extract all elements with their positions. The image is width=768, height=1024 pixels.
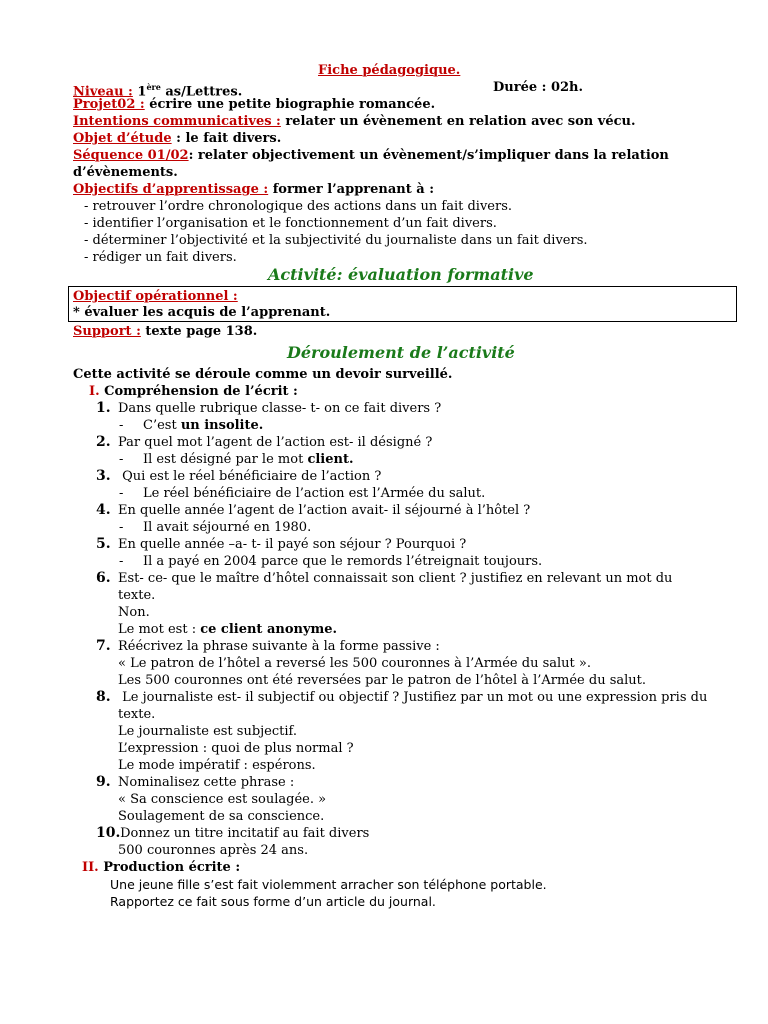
intentions-label: Intentions communicatives : — [73, 114, 281, 129]
section-1-num: I. — [89, 384, 100, 399]
question-text: Dans quelle rubrique classe- t- on ce fait divers ? — [118, 401, 442, 416]
objectifs-line — [73, 181, 434, 198]
section-1-title: Compréhension de l’écrit : — [99, 384, 298, 399]
answer-dash: - — [119, 554, 124, 569]
question-text: En quelle année l’agent de l’action avait- il séjourné à l’hôtel ? — [118, 503, 531, 518]
question-text: Réécrivez la phrase suivante à la forme passive : — [118, 639, 440, 654]
question-text: Nominalisez cette phrase : — [118, 775, 295, 790]
section-1-heading — [89, 383, 298, 400]
answer-2 — [119, 451, 353, 468]
question-number: 7. — [96, 638, 111, 654]
answer-dash: - — [119, 520, 124, 535]
question-5 — [96, 536, 466, 553]
answer-8: Le journaliste est subjectif. — [118, 724, 298, 739]
answer-text: C’est — [143, 418, 181, 433]
niveau-value: as/Lettres. — [160, 84, 243, 100]
sequence-value-cont: d’évènements. — [73, 165, 178, 180]
answer-8-line2: L’expression : quoi de plus normal ? — [118, 741, 354, 756]
question-6-cont: texte. — [118, 588, 156, 603]
question-4 — [96, 502, 530, 519]
question-8 — [96, 689, 707, 706]
niveau-sup: ère — [146, 82, 161, 92]
intentions-value: relater un évènement en relation avec son vécu. — [280, 114, 636, 129]
answer-text: Il est désigné par le mot — [143, 452, 308, 467]
objective-item: - déterminer l’objectivité et la subjectivité du journaliste dans un fait divers. — [84, 233, 588, 248]
answer-bold: client. — [307, 452, 354, 467]
support-label: Support : — [73, 324, 141, 339]
answer-text: Il a payé en 2004 parce que le remords l’étreignait toujours. — [143, 554, 543, 569]
production-line-1: Une jeune fille s’est fait violemment arracher son téléphone portable. — [110, 877, 547, 892]
answer-text: Le réel bénéficiaire de l’action est l’Armée du salut. — [143, 486, 486, 501]
question-number: 3. — [96, 468, 111, 484]
answer-6: Non. — [118, 605, 150, 620]
duree: Durée : 02h. — [493, 80, 584, 95]
objectif-op-value: * évaluer les acquis de l’apprenant. — [73, 305, 331, 320]
question-6 — [96, 570, 672, 587]
section-2-num: II. — [82, 860, 99, 875]
answer-4 — [119, 519, 311, 536]
projet-value: écrire une petite biographie romancée. — [144, 97, 436, 112]
objective-item: - identifier l’organisation et le fonctionnement d’un fait divers. — [84, 216, 497, 231]
answer-1 — [119, 417, 263, 434]
question-text: Donnez un titre incitatif au fait divers — [116, 826, 370, 841]
question-number: 10. — [96, 825, 121, 841]
answer-6-line2 — [118, 621, 337, 638]
answer-7: « Le patron de l’hôtel a reversé les 500 couronnes à l’Armée du salut ». — [118, 656, 591, 671]
question-number: 6. — [96, 570, 111, 586]
answer-dash: - — [119, 486, 124, 501]
objective-item: - rédiger un fait divers. — [84, 250, 237, 265]
question-text: En quelle année –a- t- il payé son séjour ? Pourquoi ? — [118, 537, 467, 552]
answer-text: Il avait séjourné en 1980. — [143, 520, 312, 535]
question-10 — [96, 825, 369, 842]
objective-item: - retrouver l’ordre chronologique des actions dans un fait divers. — [84, 199, 512, 214]
document-title: Fiche pédagogique. — [318, 63, 461, 78]
answer-3 — [119, 485, 485, 502]
answer-9: « Sa conscience est soulagée. » — [118, 792, 327, 807]
section-2-heading — [82, 859, 240, 876]
objet-value: : le fait divers. — [171, 131, 282, 146]
answer-7-line2: Les 500 couronnes ont été reversées par le patron de l’hôtel à l’Armée du salut. — [118, 673, 647, 688]
answer-9-line2: Soulagement de sa conscience. — [118, 809, 325, 824]
question-3 — [96, 468, 381, 485]
answer-dash: - — [119, 452, 124, 467]
question-text: Est- ce- que le maître d’hôtel connaissait son client ? justifiez en relevant un mot du — [118, 571, 673, 586]
support-line — [73, 323, 257, 340]
question-number: 4. — [96, 502, 111, 518]
niveau-num: 1 — [137, 84, 147, 100]
sequence-line — [73, 147, 669, 164]
question-9 — [96, 774, 294, 791]
question-number: 1. — [96, 400, 111, 416]
question-text: Qui est le réel bénéficiaire de l’action ? — [118, 469, 382, 484]
answer-8-line3: Le mode impératif : espérons. — [118, 758, 316, 773]
answer-5 — [119, 553, 542, 570]
sequence-value: : relater objectivement un évènement/s’impliquer dans la relation — [188, 148, 669, 163]
projet-label: Projet02 : — [73, 97, 145, 112]
answer-text: Le mot est : — [118, 622, 201, 637]
section-2-title: Production écrite : — [98, 860, 241, 875]
question-1 — [96, 400, 441, 417]
support-value: texte page 138. — [140, 324, 258, 339]
activite-title: Activité: évaluation formative — [268, 265, 534, 284]
objet-line — [73, 130, 281, 147]
objectifs-label: Objectifs d’apprentissage : — [73, 182, 269, 197]
niveau-label: Niveau : — [73, 84, 133, 100]
question-number: 5. — [96, 536, 111, 552]
intentions-line — [73, 113, 636, 130]
deroulement-title: Déroulement de l’activité — [287, 343, 515, 362]
question-2 — [96, 434, 432, 451]
objectif-op-label: Objectif opérationnel : — [73, 289, 238, 304]
answer-dash: - — [119, 418, 124, 433]
answer-bold: ce client anonyme. — [200, 622, 338, 637]
answer-10: 500 couronnes après 24 ans. — [118, 843, 309, 858]
question-number: 8. — [96, 689, 111, 705]
question-number: 2. — [96, 434, 111, 450]
answer-bold: un insolite. — [180, 418, 264, 433]
question-text: Le journaliste est- il subjectif ou objectif ? Justifiez par un mot ou une expression pris du — [118, 690, 708, 705]
sequence-label: Séquence 01/02 — [73, 148, 189, 163]
projet-line — [73, 96, 435, 113]
production-line-2: Rapportez ce fait sous forme d’un article du journal. — [110, 894, 436, 909]
objet-label: Objet d’étude — [73, 131, 172, 146]
question-8-cont: texte. — [118, 707, 156, 722]
question-7 — [96, 638, 440, 655]
objectifs-value: former l’apprenant à : — [268, 182, 435, 197]
intro-text: Cette activité se déroule comme un devoir surveillé. — [73, 367, 453, 382]
question-text: Par quel mot l’agent de l’action est- il désigné ? — [118, 435, 433, 450]
question-number: 9. — [96, 774, 111, 790]
